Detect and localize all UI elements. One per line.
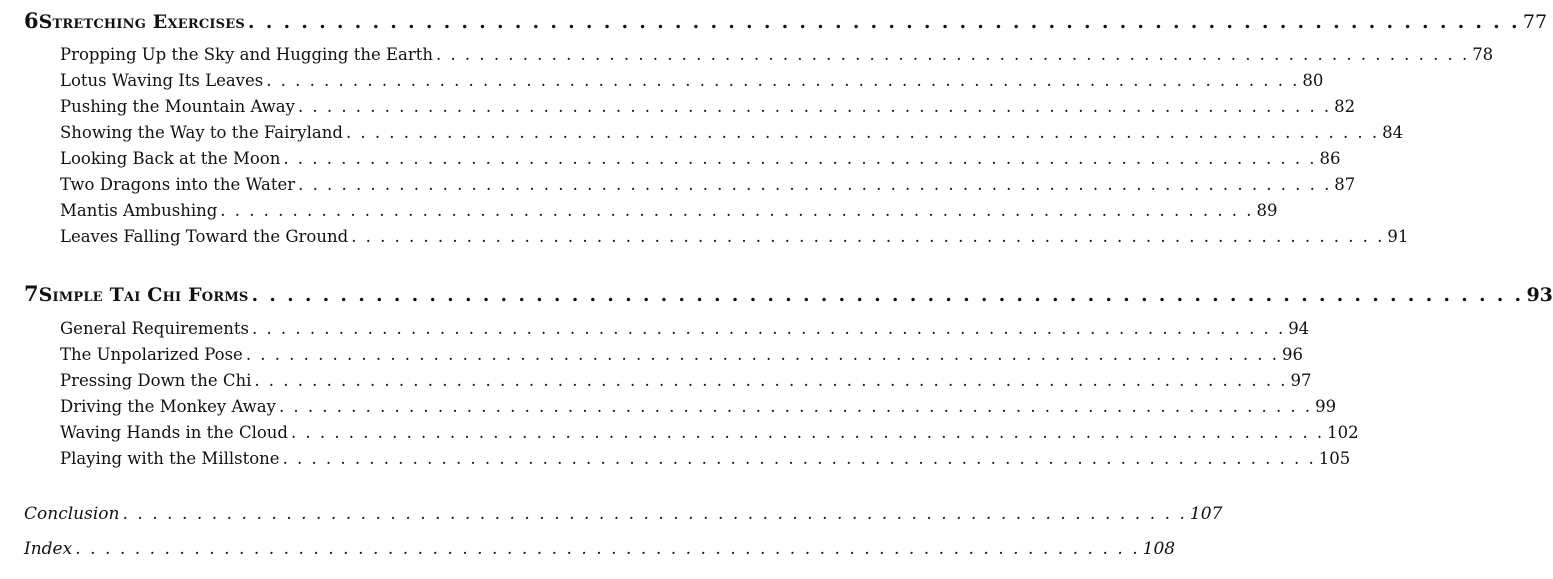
dot-leader: . . . . . . . . . . . . . . . . . . . . . . . . . . . . . . . . . . . . . . . . . . . . . . . . . . . . . . . . . . . . . . . . . . . . . . . . <box>290 423 1325 442</box>
entry-title: General Requirements <box>60 319 250 338</box>
entry-title: Pressing Down the Chi <box>60 371 252 390</box>
entry-page-number: 91 <box>1387 227 1409 246</box>
entry-page-number: 94 <box>1288 319 1310 338</box>
entry-title: Pushing the Mountain Away <box>60 97 295 116</box>
dot-leader: . . . . . . . . . . . . . . . . . . . . . . . . . . . . . . . . . . . . . . . . . . . . . . . . . . . . . . . . . . . . . . . . . . . . . . . . <box>254 371 1288 390</box>
entry-page-number: 89 <box>1256 201 1278 220</box>
toc-entry[interactable] <box>60 175 1356 197</box>
dot-leader: . . . . . . . . . . . . . . . . . . . . . . . . . . . . . . . . . . . . . . . . . . . . . . . . . . . . . . . . . . . . . . . . . . . . . . . . <box>297 97 1332 116</box>
dot-leader: . . . . . . . . . . . . . . . . . . . . . . . . . . . . . . . . . . . . . . . . . . . . . . . . . . . . . . . . . . . . . . . . . . . . . . . . <box>252 319 1286 338</box>
dot-leader: . . . . . . . . . . . . . . . . . . . . . . . . . . . . . . . . . . . . . . . . . . . . . . . . . . . . . . . . . . . . . . . . . . . . . . . . <box>266 71 1300 90</box>
entry-title: Mantis Ambushing <box>60 201 218 220</box>
dot-leader: . . . . . . . . . . . . . . . . . . . . . . . . . . . . . . . . . . . . . . . . . . . . . . . . . . . . . . . . . . . . . . . . . . . . . . . . <box>436 45 1470 64</box>
chapter-page-number: 77 <box>1522 11 1548 33</box>
toc-entry[interactable] <box>60 423 1359 445</box>
toc-entry[interactable] <box>60 149 1341 171</box>
chapter-page-number: 93 <box>1526 284 1553 306</box>
entry-title: Waving Hands in the Cloud <box>60 423 288 442</box>
dot-leader: . . . . . . . . . . . . . . . . . . . . . . . . . . . . . . . . . . . . . . . . . . . . . . . . . . . . . . . . . . . . . . . . . . . . . . . . <box>298 175 1332 194</box>
dot-leader: . . . . . . . . . . . . . . . . . . . . . . . . . . . . . . . . . . . . . . . . . . . . . . . . . . . . . . . . . . . . . . . . . . . . . . . . <box>345 123 1380 142</box>
toc-entry[interactable] <box>60 71 1324 93</box>
dot-leader: . . . . . . . . . . . . . . . . . . . . . . . . . . . . . . . . . . . . . . . . . . . . . . . . . . . . . . . . . . . . . . . . . . . . . . . . <box>220 201 1254 220</box>
dot-leader: . . . . . . . . . . . . . . . . . . . . . . . . . . . . . . . . . . . . . . . . . . . . . . . . . . . . . . . . . . . . . . . . . . . . . . . . <box>122 504 1187 524</box>
toc-conclusion[interactable] <box>24 504 1223 528</box>
entry-title: Driving the Monkey Away <box>60 397 276 416</box>
dot-leader: . . . . . . . . . . . . . . . . . . . . . . . . . . . . . . . . . . . . . . . . . . . . . . . . . . . . . . . . . . . . . . . . . . . . . . . . <box>251 284 1524 306</box>
entry-page-number: 107 <box>1189 504 1223 524</box>
entry-page-number: 84 <box>1382 123 1404 142</box>
entry-title: Two Dragons into the Water <box>60 175 296 194</box>
entry-title: Looking Back at the Moon <box>60 149 281 168</box>
entry-title: Conclusion <box>24 504 120 524</box>
entry-title: The Unpolarized Pose <box>60 345 243 364</box>
entry-page-number: 87 <box>1334 175 1356 194</box>
toc-chapter-6[interactable] <box>24 8 1548 34</box>
dot-leader: . . . . . . . . . . . . . . . . . . . . . . . . . . . . . . . . . . . . . . . . . . . . . . . . . . . . . . . . . . . . . . . . . . . . . . . . <box>247 11 1520 33</box>
entry-page-number: 86 <box>1319 149 1341 168</box>
dot-leader: . . . . . . . . . . . . . . . . . . . . . . . . . . . . . . . . . . . . . . . . . . . . . . . . . . . . . . . . . . . . . . . . . . . . . . . . <box>283 149 1317 168</box>
chapter-title: Stretching Exercises <box>38 11 245 33</box>
entry-page-number: 99 <box>1315 397 1337 416</box>
dot-leader: . . . . . . . . . . . . . . . . . . . . . . . . . . . . . . . . . . . . . . . . . . . . . . . . . . . . . . . . . . . . . . . . . . . . . . . . <box>278 397 1313 416</box>
toc-entry[interactable] <box>60 345 1303 367</box>
toc-entry[interactable] <box>60 397 1337 419</box>
dot-leader: . . . . . . . . . . . . . . . . . . . . . . . . . . . . . . . . . . . . . . . . . . . . . . . . . . . . . . . . . . . . . . . . . . . . . . . . <box>245 345 1279 364</box>
entry-title: Playing with the Millstone <box>60 449 280 468</box>
chapter-number: 7 <box>24 281 39 306</box>
chapter-title: Simple Tai Chi Forms <box>38 284 249 306</box>
toc-entry[interactable] <box>60 227 1409 249</box>
toc-entry[interactable] <box>60 45 1494 67</box>
entry-page-number: 97 <box>1290 371 1312 390</box>
entry-page-number: 96 <box>1281 345 1303 364</box>
dot-leader: . . . . . . . . . . . . . . . . . . . . . . . . . . . . . . . . . . . . . . . . . . . . . . . . . . . . . . . . . . . . . . . . . . . . . . . . <box>351 227 1385 246</box>
toc-entry[interactable] <box>60 97 1356 119</box>
entry-title: Leaves Falling Toward the Ground <box>60 227 349 246</box>
dot-leader: . . . . . . . . . . . . . . . . . . . . . . . . . . . . . . . . . . . . . . . . . . . . . . . . . . . . . . . . . . . . . . . . . . . . . . . . <box>282 449 1316 468</box>
entry-page-number: 82 <box>1334 97 1356 116</box>
entry-title: Lotus Waving Its Leaves <box>60 71 264 90</box>
entry-page-number: 102 <box>1327 423 1359 442</box>
dot-leader: . . . . . . . . . . . . . . . . . . . . . . . . . . . . . . . . . . . . . . . . . . . . . . . . . . . . . . . . . . . . . . . . . . . . . . . . <box>75 539 1140 559</box>
entry-title: Index <box>24 539 73 559</box>
toc-index[interactable] <box>24 539 1176 563</box>
entry-page-number: 80 <box>1302 71 1324 90</box>
toc-entry[interactable] <box>60 319 1310 341</box>
entry-title: Showing the Way to the Fairyland <box>60 123 343 142</box>
chapter-number: 6 <box>24 8 39 33</box>
toc-entry[interactable] <box>60 123 1404 145</box>
entry-page-number: 78 <box>1472 45 1494 64</box>
toc-entry[interactable] <box>60 201 1278 223</box>
toc-entry[interactable] <box>60 371 1312 393</box>
entry-page-number: 105 <box>1318 449 1351 468</box>
entry-page-number: 108 <box>1142 539 1176 559</box>
entry-title: Propping Up the Sky and Hugging the Earth <box>60 45 434 64</box>
toc-chapter-7[interactable] <box>24 281 1553 307</box>
toc-entry[interactable] <box>60 449 1351 471</box>
